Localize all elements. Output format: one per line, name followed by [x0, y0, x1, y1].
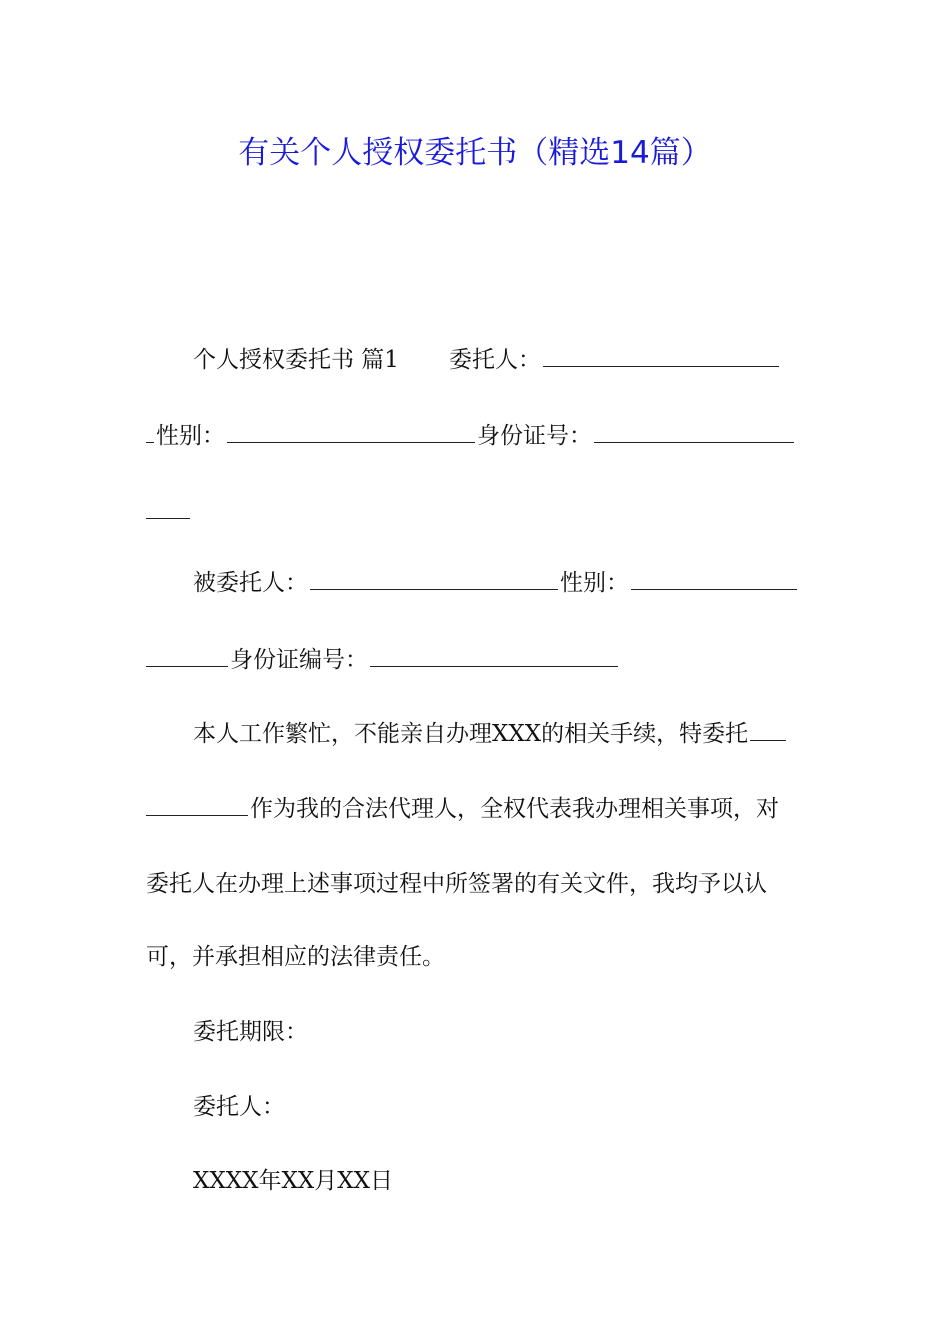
principal-id-blank[interactable]	[594, 416, 794, 443]
agent-gender-blank-cont[interactable]	[146, 640, 228, 667]
body-line-4	[146, 937, 808, 977]
designee-blank-cont[interactable]	[146, 789, 248, 816]
body-text-2: 作为我的合法代理人，全权代表我办理相关事项，对	[250, 796, 779, 822]
date-line	[146, 1161, 808, 1201]
principal-id-label: 身份证号：	[477, 423, 592, 449]
signer-line	[146, 1087, 808, 1127]
body-text-3: 委托人在办理上述事项过程中所签署的有关文件，我均予以认	[146, 871, 767, 897]
section-heading: 个人授权委托书 篇1	[193, 347, 399, 373]
agent-label: 被委托人：	[193, 570, 308, 596]
line-heading	[146, 340, 808, 380]
document-title: 有关个人授权委托书（精选14篇）	[238, 135, 712, 171]
signer-label: 委托人：	[193, 1094, 285, 1120]
line-agent-id	[146, 640, 808, 680]
period-label: 委托期限：	[193, 1019, 308, 1045]
line-agent	[146, 563, 808, 603]
agent-id-label: 身份证编号：	[230, 647, 368, 673]
body-text-4: 可，并承担相应的法律责任。	[146, 944, 445, 970]
body-line-3	[146, 864, 808, 904]
agent-gender-blank[interactable]	[631, 563, 797, 590]
agent-gender-label: 性别：	[560, 570, 629, 596]
principal-gender-label: 性别：	[156, 423, 225, 449]
principal-id-blank-cont[interactable]	[146, 492, 190, 519]
designee-blank[interactable]	[750, 714, 786, 741]
body-line-2	[146, 789, 808, 829]
body-text-1: 本人工作繁忙，不能亲自办理XXX的相关手续，特委托	[193, 721, 749, 747]
line-principal-id-cont	[146, 492, 808, 532]
principal-label: 委托人：	[448, 347, 541, 373]
principal-name-blank-cont[interactable]	[146, 416, 154, 443]
body-line-1	[146, 714, 808, 754]
period-line	[146, 1012, 808, 1052]
agent-name-blank[interactable]	[310, 563, 558, 590]
principal-gender-blank[interactable]	[227, 416, 475, 443]
date-text: XXXX年XX月XX日	[193, 1168, 393, 1194]
principal-name-blank[interactable]	[543, 340, 779, 367]
line-principal-gender	[146, 416, 808, 456]
agent-id-blank[interactable]	[370, 640, 618, 667]
